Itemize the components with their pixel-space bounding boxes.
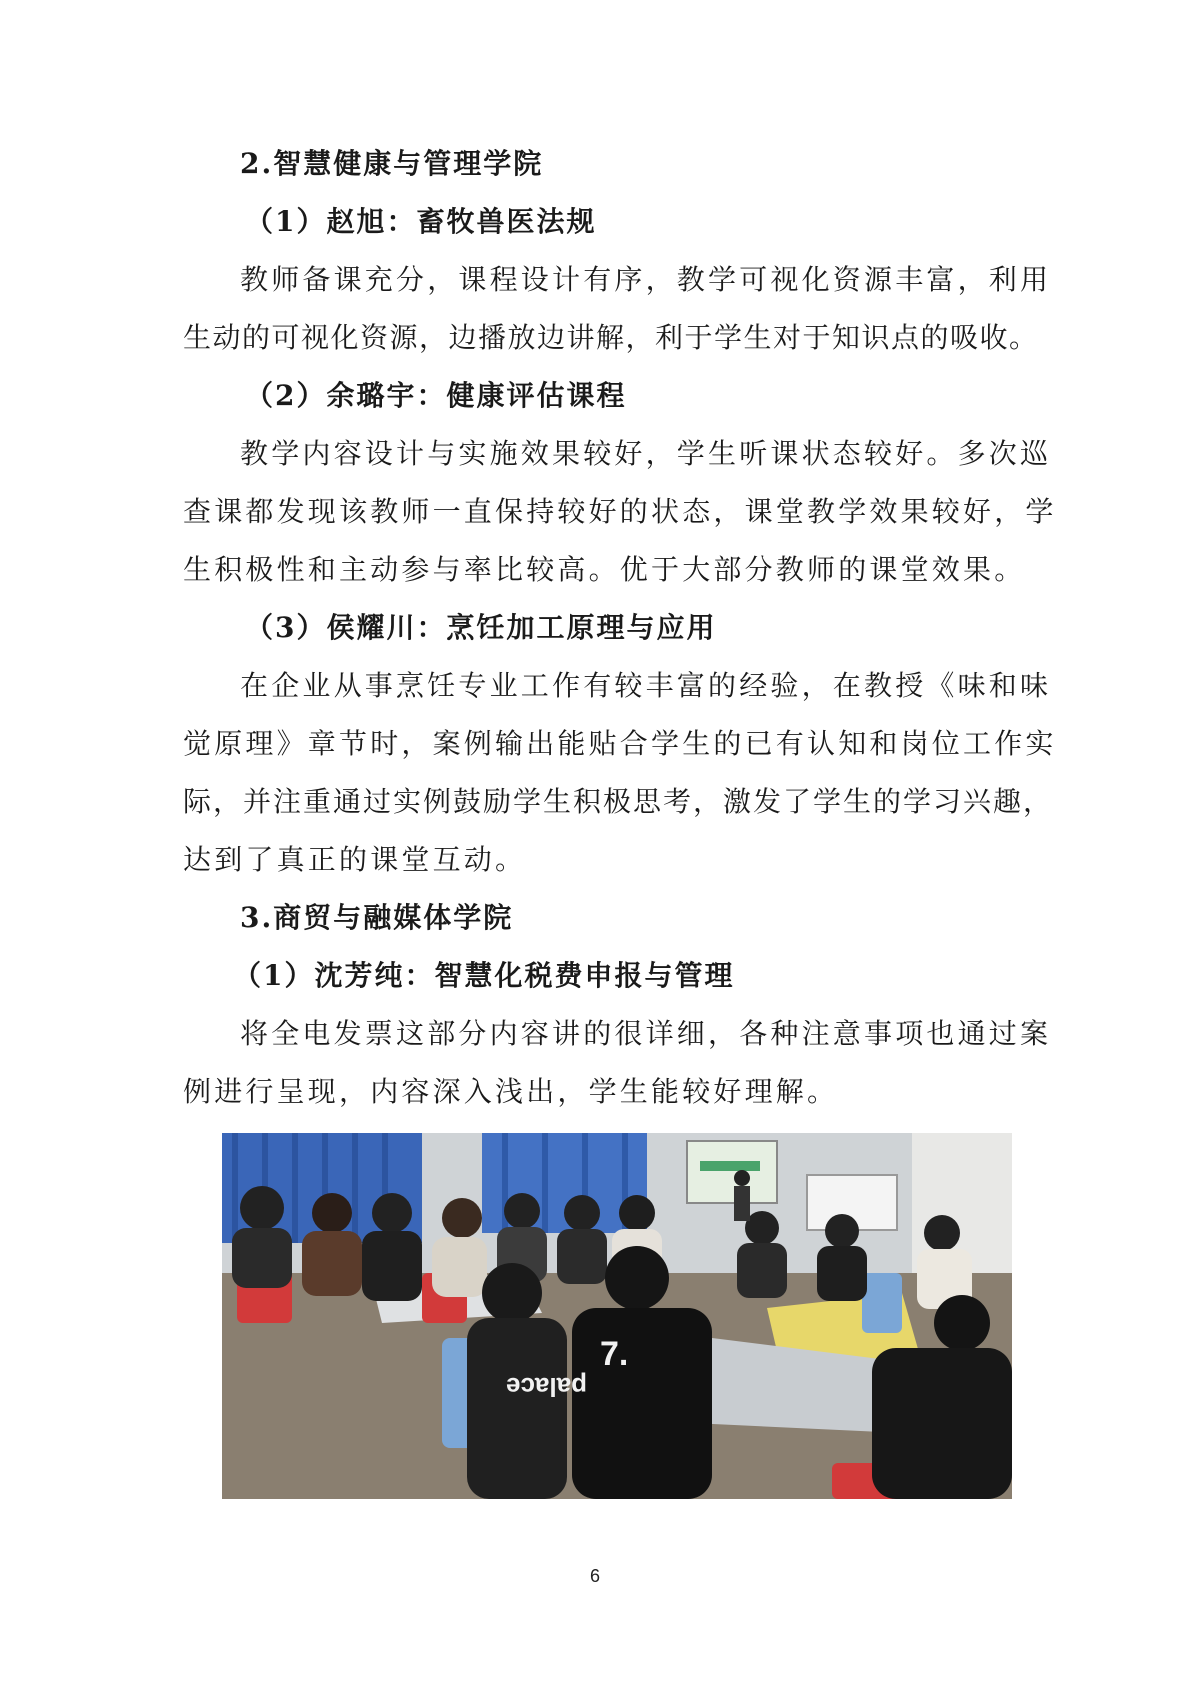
section-3-item-1-title: （1）沈芳纯：智慧化税费申报与管理: [233, 959, 735, 992]
paragraph-line: 例进行呈现，内容深入浅出，学生能较好理解。: [183, 1075, 839, 1108]
section-2-heading: 2.智慧健康与管理学院: [240, 147, 544, 180]
shirt-text: palace: [506, 1372, 587, 1402]
page-number: 6: [589, 1566, 600, 1586]
paragraph-line: 觉原理》章节时，案例输出能贴合学生的已有认知和岗位工作实: [183, 727, 1057, 760]
paragraph-line: 达到了真正的课堂互动。: [183, 843, 527, 876]
paragraph-line: 查课都发现该教师一直保持较好的状态，课堂教学效果较好，学: [183, 495, 1057, 528]
paragraph-line: 教学内容设计与实施效果较好，学生听课状态较好。多次巡: [240, 437, 1052, 470]
paragraph-line: 教师备课充分，课程设计有序，教学可视化资源丰富，利用: [240, 263, 1052, 296]
shirt-logo: 7.: [600, 1335, 629, 1373]
paragraph-line: 将全电发票这部分内容讲的很详细，各种注意事项也通过案: [240, 1017, 1052, 1050]
classroom-photo: [222, 1133, 1012, 1499]
paragraph-line: 生动的可视化资源，边播放边讲解，利于学生对于知识点的吸收。: [183, 321, 1039, 354]
section-2-item-3-title: （3）侯耀川：烹饪加工原理与应用: [245, 611, 717, 644]
section-2-item-1-title: （1）赵旭：畜牧兽医法规: [245, 205, 597, 238]
section-3-heading: 3.商贸与融媒体学院: [240, 901, 514, 934]
section-2-item-2-title: （2）余璐宇：健康评估课程: [245, 379, 627, 412]
paragraph-line: 在企业从事烹饪专业工作有较丰富的经验，在教授《味和味: [240, 669, 1052, 702]
paragraph-line: 际，并注重通过实例鼓励学生积极思考，激发了学生的学习兴趣，: [183, 785, 1054, 818]
paragraph-line: 生积极性和主动参与率比较高。优于大部分教师的课堂效果。: [183, 553, 1026, 586]
